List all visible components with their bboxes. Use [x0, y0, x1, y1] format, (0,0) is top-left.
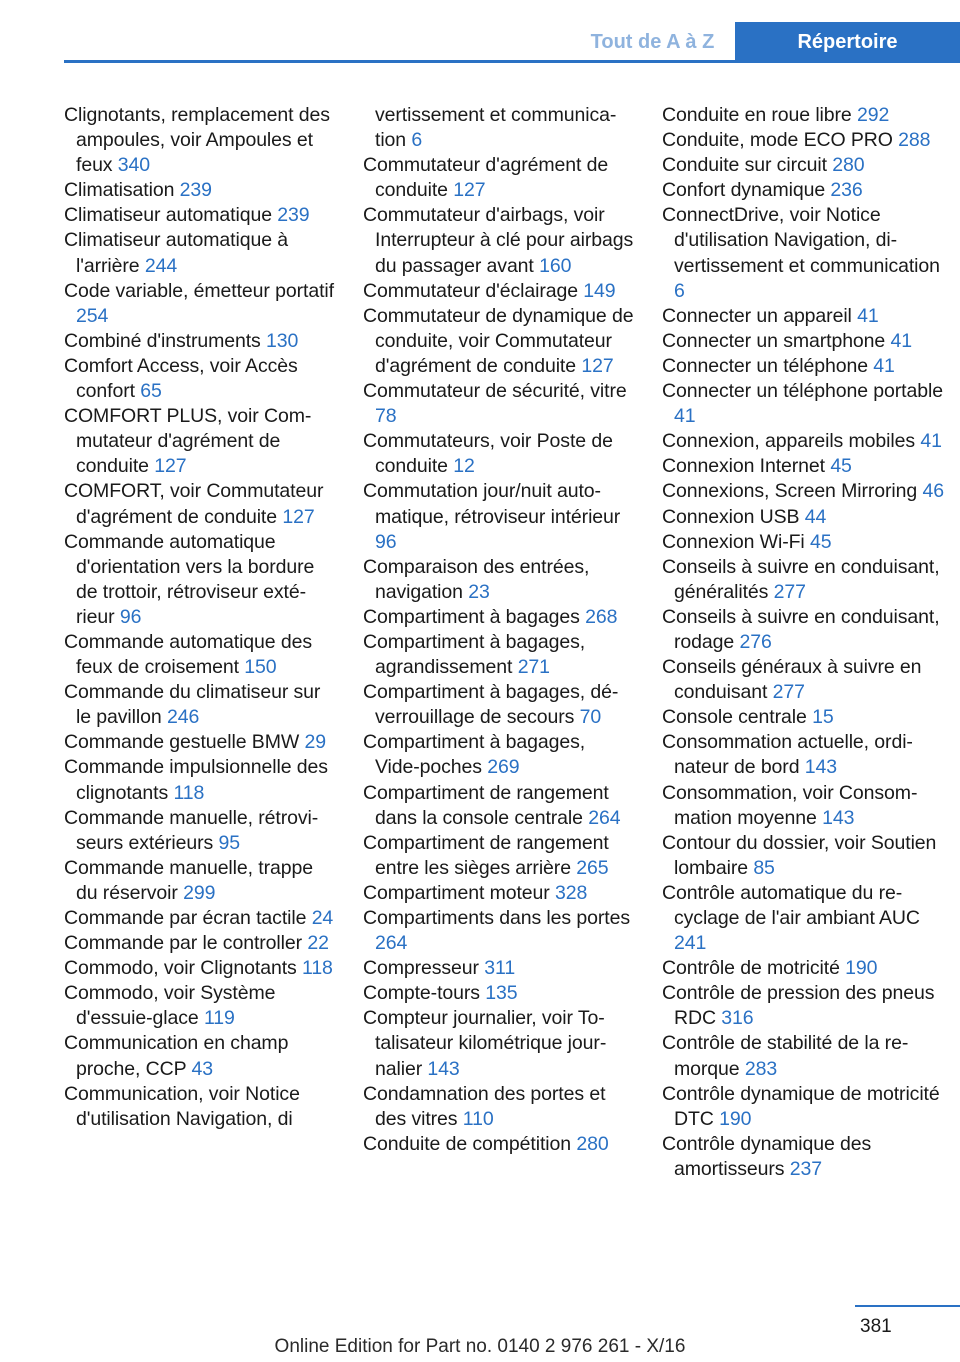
index-entry [363, 479, 635, 554]
index-entry [363, 103, 635, 153]
index-entry-text: Compartiment de rangement dans la console centrale [363, 781, 609, 829]
index-entry-page-link[interactable]: 12 [453, 455, 475, 478]
index-entry [64, 479, 336, 529]
index-entry-page-link[interactable]: 328 [555, 881, 588, 904]
index-entry [662, 505, 952, 530]
index-entry-page-link[interactable]: 41 [873, 354, 895, 377]
page-number: 381 [860, 1316, 892, 1337]
index-entry-text: Contrôle dynamique des amortisseurs [662, 1132, 872, 1180]
footer-edition: Online Edition for Part no. 0140 2 976 261 - X/16 [274, 1336, 686, 1357]
index-entry-page-link[interactable]: 246 [166, 706, 200, 729]
index-entry [363, 379, 635, 429]
index-entry [64, 178, 336, 203]
index-entry [363, 1082, 635, 1132]
index-entry [662, 730, 952, 780]
index-entry-page-link[interactable]: 135 [485, 982, 518, 1005]
index-entry [662, 203, 952, 303]
index-column-3 [662, 103, 952, 1182]
index-entry-text: Commande par le controller [64, 932, 303, 955]
index-entry-page-link[interactable]: 143 [822, 806, 855, 829]
index-entry-text: Commutateur de sécurité, vitre [363, 380, 627, 403]
index-entry [64, 981, 336, 1031]
index-entry [64, 103, 336, 178]
index-entry-page-link[interactable]: 299 [183, 881, 216, 904]
index-entry-page-link[interactable]: 239 [179, 179, 212, 202]
index-entry [662, 153, 952, 178]
index-entry [64, 806, 336, 856]
index-entry-text: Compartiment moteur [363, 881, 550, 904]
index-entry-page-link[interactable]: 85 [753, 856, 775, 879]
index-entry-text: Commande automatique d'orientation vers la bordure de trottoir, rétroviseur extérieur [64, 530, 315, 628]
index-entry-page-link[interactable]: 96 [375, 530, 397, 553]
index-entry-text: Connexion Internet [662, 455, 825, 478]
index-entry-text: Commutateur d'agrément de conduite [363, 154, 609, 202]
index-entry [363, 555, 635, 605]
index-entry-text: Connexion Wi-Fi [662, 530, 805, 553]
index-entry-text: Connexions, Screen Mirroring [662, 480, 918, 503]
index-entry-text: Condamnation des portes et des vitres [363, 1082, 606, 1130]
index-entry [363, 831, 635, 881]
index-entry-text: Connecter un téléphone [662, 354, 868, 377]
index-entry [64, 404, 336, 479]
index-entry-text: Compteur journalier, voir Totalisateur kilométrique journalier [363, 1007, 607, 1080]
index-entry-page-link[interactable]: 276 [739, 630, 772, 653]
index-entry-page-link[interactable]: 241 [674, 932, 707, 955]
index-entry-page-link[interactable]: 190 [845, 957, 878, 980]
index-entry [662, 705, 952, 730]
index-entry [662, 605, 952, 655]
index-entry-page-link[interactable]: 130 [266, 329, 299, 352]
index-entry-page-link[interactable]: 264 [588, 806, 621, 829]
index-entry [64, 530, 336, 630]
index-entry-text: Clignotants, remplacement des ampoules, voir Ampoules et feux [64, 104, 330, 177]
index-entry-text: Comparaison des entrées, navigation [363, 555, 590, 603]
index-entry-page-link[interactable]: 29 [304, 731, 326, 754]
index-entry [662, 530, 952, 555]
index-entry-page-link[interactable]: 6 [674, 279, 685, 302]
index-entry-page-link[interactable]: 268 [585, 605, 618, 628]
index-entry-page-link[interactable]: 283 [744, 1057, 778, 1080]
index-entry-text: vertissement et communication [375, 104, 617, 152]
index-entry [662, 128, 952, 153]
index-entry [64, 203, 336, 228]
index-entry-page-link[interactable]: 23 [468, 580, 490, 603]
index-entry [64, 329, 336, 354]
index-column-1 [64, 103, 336, 1132]
index-entry [64, 1082, 336, 1132]
index-entry-text: Commutateur de dynamique de conduite, voir Commutateur d'agrément de conduite [363, 304, 634, 377]
index-entry-page-link[interactable]: 41 [920, 430, 942, 453]
index-entry [363, 279, 635, 304]
index-entry [363, 680, 635, 730]
index-entry-page-link[interactable]: 45 [830, 455, 852, 478]
index-entry-text: Compartiment à bagages [363, 605, 580, 628]
index-entry-page-link[interactable]: 316 [721, 1007, 754, 1030]
index-entry [662, 479, 952, 504]
index-entry-page-link[interactable]: 118 [173, 781, 205, 804]
index-entry-page-link[interactable]: 340 [117, 154, 151, 177]
index-entry-text: Connecter un téléphone portable [662, 380, 943, 403]
index-entry-page-link[interactable]: 65 [140, 380, 162, 403]
index-entry-page-link[interactable]: 24 [311, 907, 334, 929]
index-entry-text: Contrôle de motricité [662, 957, 840, 980]
index-entry-page-link[interactable]: 119 [203, 1007, 235, 1030]
index-entry-page-link[interactable]: 277 [772, 681, 805, 704]
index-entry [363, 153, 635, 203]
index-entry [662, 781, 952, 831]
index-entry-text: Conseils généraux à suivre en conduisant [662, 656, 922, 704]
index-entry-text: Conduite de compétition [363, 1132, 572, 1155]
index-entry [64, 931, 336, 956]
index-entry-page-link[interactable]: 311 [484, 957, 516, 980]
index-entry-page-link[interactable]: 239 [277, 204, 310, 227]
index-entry-text: Conseils à suivre en conduisant, rodage [662, 605, 940, 653]
footer-rule [855, 1305, 960, 1307]
index-entry-text: Commutateurs, voir Poste de conduite [363, 430, 613, 478]
index-entry-text: Connexion, appareils mobiles [662, 430, 916, 453]
index-entry-text: Compte-tours [363, 982, 480, 1005]
index-entry [64, 680, 336, 730]
index-entry-text: Commande manuelle, trappe du réservoir [64, 856, 313, 904]
index-entry [363, 429, 635, 479]
index-entry-page-link[interactable]: 264 [375, 932, 408, 955]
index-entry-text: Communication en champ proche, CCP [64, 1032, 289, 1080]
index-entry-page-link[interactable]: 127 [154, 455, 187, 478]
index-entry [64, 730, 336, 755]
index-entry-text: Compartiment de rangement entre les sièges arrière [363, 831, 609, 879]
index-entry-text: Console centrale [662, 706, 807, 729]
index-entry [363, 981, 635, 1006]
index-entry-text: Conduite sur circuit [662, 154, 827, 177]
index-entry-page-link[interactable]: 110 [462, 1107, 494, 1130]
index-entry-text: Compartiments dans les portes [363, 907, 630, 929]
index-entry-page-link[interactable]: 41 [674, 405, 696, 428]
index-entry [64, 1031, 336, 1081]
index-entry-page-link[interactable]: 244 [144, 254, 178, 277]
index-entry [363, 781, 635, 831]
index-entry [64, 630, 336, 680]
index-entry-page-link[interactable]: 271 [517, 656, 550, 679]
index-entry-page-link[interactable]: 150 [244, 656, 277, 679]
index-entry [363, 881, 635, 906]
index-entry [64, 354, 336, 404]
index-entry-text: Climatisation [64, 179, 175, 202]
index-entry [662, 354, 952, 379]
index-entry-text: COMFORT PLUS, voir Commutateur d'agrément de conduite [64, 405, 312, 478]
index-entry [363, 304, 635, 379]
index-entry [64, 228, 336, 278]
index-entry-page-link[interactable]: 6 [411, 129, 423, 152]
index-entry-text: Commande automatique des feux de croisement [64, 630, 312, 679]
index-entry-page-link[interactable]: 265 [576, 856, 609, 879]
index-entry-text: Contour du dossier, voir Soutien lombaire [662, 831, 937, 879]
index-entry-text: Connecter un smartphone [662, 329, 886, 352]
index-entry-text: Commodo, voir Clignotants [64, 957, 297, 980]
index-entry-page-link[interactable]: 280 [832, 154, 865, 177]
index-entry-page-link[interactable]: 127 [282, 505, 315, 528]
index-entry-page-link[interactable]: 70 [579, 706, 602, 729]
index-entry-text: Compartiment à bagages, déverrouillage de secours [363, 681, 619, 729]
index-entry-text: Climatiseur automatique à l'arrière [64, 229, 289, 277]
index-entry [64, 856, 336, 906]
index-entry-page-link[interactable]: 277 [773, 580, 806, 603]
index-entry-page-link[interactable]: 292 [857, 104, 890, 126]
index-entry-page-link[interactable]: 143 [427, 1057, 460, 1080]
index-entry-page-link[interactable]: 254 [76, 304, 109, 327]
index-column-2 [363, 103, 635, 1157]
index-entry-page-link[interactable]: 149 [583, 279, 616, 302]
index-entry-page-link[interactable]: 160 [539, 254, 572, 277]
index-entry-text: Contrôle automatique du recyclage de l'air ambiant AUC [662, 881, 920, 929]
index-entry-text: Combiné d'instruments [64, 329, 261, 352]
index-entry [363, 1132, 635, 1157]
index-entry [662, 956, 952, 981]
index-entry-page-link[interactable]: 127 [581, 354, 614, 377]
index-entry-text: Compresseur [363, 957, 479, 980]
index-entry [662, 1132, 952, 1182]
index-entry-page-link[interactable]: 96 [119, 605, 142, 628]
index-entry [363, 730, 635, 780]
index-entry-page-link[interactable]: 288 [898, 129, 931, 152]
index-entry [363, 203, 635, 278]
index-entry-page-link[interactable]: 269 [487, 756, 520, 779]
tab-repertoire[interactable]: Répertoire [735, 22, 960, 62]
index-entry-text: Commande du climatiseur sur le pavillon [64, 681, 321, 729]
index-entry-page-link[interactable]: 22 [307, 932, 329, 955]
index-entry [64, 956, 336, 981]
index-entry-page-link[interactable]: 44 [804, 505, 827, 528]
index-entry-page-link[interactable]: 78 [375, 405, 397, 428]
index-entry-text: Code variable, émetteur portatif [64, 279, 334, 302]
index-entry-text: Commande manuelle, rétroviseurs extérieurs [64, 806, 319, 854]
index-entry-text: Commodo, voir Système d'essuie-glace [64, 982, 276, 1030]
index-entry [363, 956, 635, 981]
index-entry-text: Connexion USB [662, 505, 800, 528]
index-entry-page-link[interactable]: 190 [719, 1107, 752, 1130]
index-entry-text: ConnectDrive, voir Notice d'utilisation Navigation, divertissement et communication [662, 204, 940, 277]
index-entry-text: Confort dynamique [662, 179, 826, 202]
index-entry-text: Communication, voir Notice d'utilisation Navigation, di [64, 1082, 300, 1130]
index-entry [363, 630, 635, 680]
index-entry [662, 379, 952, 429]
index-entry [662, 1082, 952, 1132]
index-entry-text: Commande impulsionnelle des clignotants [64, 756, 328, 804]
index-entry-text: COMFORT, voir Commutateur d'agrément de conduite [64, 480, 324, 528]
index-entry [363, 906, 635, 956]
index-entry [662, 429, 952, 454]
index-entry-page-link[interactable]: 45 [809, 530, 832, 553]
index-entry [662, 454, 952, 479]
index-entry-page-link[interactable]: 43 [191, 1057, 214, 1080]
index-entry-page-link[interactable]: 41 [857, 304, 879, 327]
index-entry-page-link[interactable]: 280 [576, 1132, 609, 1155]
index-entry [662, 655, 952, 705]
index-entry [662, 881, 952, 956]
index-entry-page-link[interactable]: 143 [804, 756, 838, 779]
index-entry [662, 304, 952, 329]
index-entry-page-link[interactable]: 127 [453, 179, 486, 202]
index-entry [662, 555, 952, 605]
index-entry [662, 981, 952, 1031]
index-entry-text: Connecter un appareil [662, 304, 852, 327]
index-entry [363, 1006, 635, 1081]
index-entry-text: Climatiseur automatique [64, 204, 272, 227]
index-entry-text: Contrôle dynamique de motricité DTC [662, 1082, 940, 1130]
index-entry [64, 755, 336, 805]
index-entry-text: Compartiment à bagages, agrandissement [363, 630, 586, 679]
index-entry-text: Contrôle de pression des pneus RDC [662, 982, 935, 1030]
index-entry-page-link[interactable]: 15 [812, 706, 834, 729]
index-entry-text: Comfort Access, voir Accès confort [64, 354, 298, 403]
index-entry [64, 279, 336, 329]
index-entry-page-link[interactable]: 237 [789, 1157, 822, 1180]
index-entry-text: Commutation jour/nuit automatique, rétroviseur intérieur [363, 480, 621, 528]
index-entry-text: Conseils à suivre en conduisant, généralités [662, 555, 940, 603]
index-entry-page-link[interactable]: 95 [218, 831, 240, 854]
index-entry-text: Consommation, voir Consommation moyenne [662, 781, 918, 829]
index-entry [64, 906, 336, 931]
index-entry-text: Commutateur d'airbags, voir Interrupteur à clé pour airbags du passager avant [363, 204, 634, 277]
index-entry-page-link[interactable]: 46 [922, 480, 944, 503]
index-entry [662, 1031, 952, 1081]
index-entry-text: Commande par écran tactile [64, 907, 307, 929]
index-entry [662, 329, 952, 354]
index-entry-text: Commande gestuelle BMW [64, 731, 300, 754]
tab-tout-de-a-a-z[interactable]: Tout de A à Z [590, 31, 715, 53]
index-entry [662, 831, 952, 881]
index-entry-text: Compartiment à bagages, Vide-poches [363, 731, 586, 779]
index-entry-page-link[interactable]: 41 [890, 329, 912, 352]
index-entry-page-link[interactable]: 236 [830, 179, 863, 202]
index-entry-page-link[interactable]: 118 [302, 957, 333, 980]
index-entry [363, 605, 635, 630]
index-entry [662, 103, 952, 128]
index-entry-text: Contrôle de stabilité de la remorque [662, 1032, 909, 1080]
index-entry-text: Consommation actuelle, ordinateur de bord [662, 731, 913, 779]
index-entry-text: Conduite en roue libre [662, 104, 852, 126]
index-entry-text: Conduite, mode ECO PRO [662, 129, 893, 152]
index-entry [662, 178, 952, 203]
index-entry-text: Commutateur d'éclairage [363, 279, 578, 302]
